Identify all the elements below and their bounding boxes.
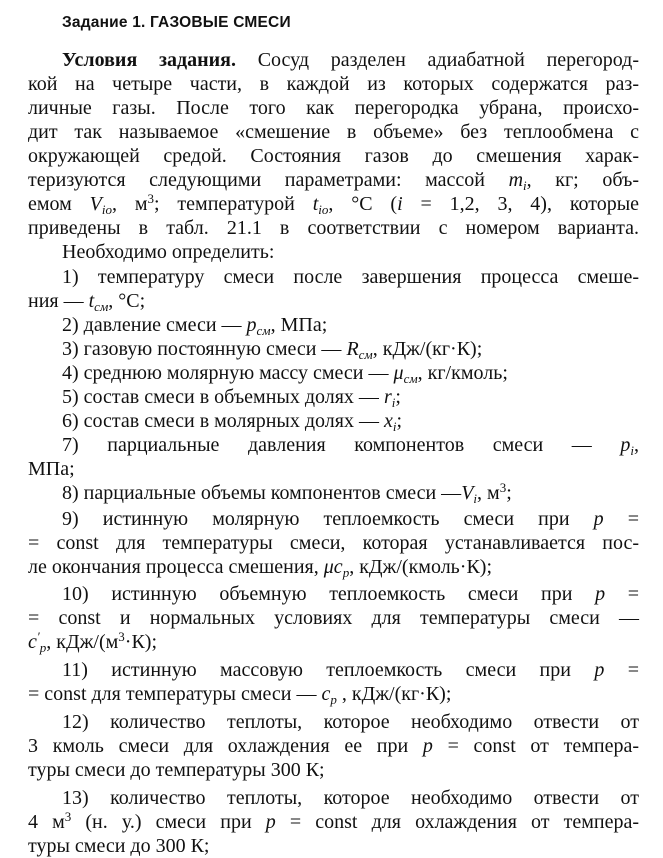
list-item: туры смеси до 300 К; <box>28 835 210 857</box>
text-line: окружающей средой. Состояния газов до смешения харак- <box>28 145 639 167</box>
list-item: 11) истинную массовую теплоемкость смеси при p = <box>62 659 639 681</box>
text-line: личные газы. После того как перегородка убрана, происхо- <box>28 97 639 119</box>
list-item: 7) парциальные давления компонентов смеси — $p_i$, <box>62 434 639 458</box>
list-item: = const и нормальных условиях для температуры смеси — <box>28 607 639 629</box>
symbol-p-sm: $p_{см}$ <box>246 314 271 338</box>
text-line: приведены в табл. 21.1 в соответствии с номером варианта. <box>28 217 639 239</box>
symbol-c-p-prime: $c'_p$ <box>28 628 47 655</box>
list-item: = const для температуры смеси, которая устанавливается пос- <box>28 532 639 554</box>
symbol-p-i: $p_i$ <box>620 434 634 458</box>
symbol-mu-sm: $\mu_{см}$ <box>393 362 418 386</box>
list-item: $c'_p$, кДж/$(м^3\cdot К)$; <box>28 628 158 655</box>
list-item: 3 кмоль смеси для охлаждения ее при p = const от темпера- <box>28 735 639 757</box>
list-item: 4 $м^3$ (н. у.) смеси при p = const для охлаждения от темпера- <box>28 808 639 833</box>
list-item: 5) состав смеси в объемных долях — $r_i$; <box>62 386 401 410</box>
list-item: 9) истинную молярную теплоемкость смеси при p = <box>62 508 639 530</box>
list-item: туры смеси до температуры 300 К; <box>28 759 325 781</box>
list-item: 1) температуру смеси после завершения процесса смеше- <box>62 266 639 288</box>
list-item: = const для температуры смеси — $c_p$ , кДж/(кг·К); <box>28 683 452 707</box>
text-line: теризуются следующими параметрами: массой $m_i$, кг; объ- <box>28 169 639 193</box>
list-item: ния — $t_{см}$, °С; <box>28 290 146 314</box>
text-line: Необходимо определить: <box>62 241 275 263</box>
list-item: 10) истинную объемную теплоемкость смеси при p = <box>62 583 640 605</box>
list-item: 2) давление смеси — $p_{см}$, МПа; <box>62 314 328 338</box>
symbol-v-i: $V_i$ <box>461 482 478 506</box>
list-item: 12) количество теплоты, которое необходимо отвести от <box>62 711 639 733</box>
text-line: кой на четыре части, в каждой из которых содержатся раз- <box>28 73 639 95</box>
symbol-t: $t_{io}$ <box>312 193 329 217</box>
symbol-m: $m_i$ <box>508 169 527 193</box>
conditions-label: Условия задания. <box>62 49 236 71</box>
text-line: дит так называемое «смешение в объеме» без теплообмена с <box>28 121 639 143</box>
task-heading: Задание 1. ГАЗОВЫЕ СМЕСИ <box>62 14 291 31</box>
symbol-v: $V_{io}$ <box>89 193 113 217</box>
symbol-c-p: $c_p$ <box>321 683 337 707</box>
text-line: Условия задания. Сосуд разделен адиабатной перегород- <box>62 49 639 71</box>
symbol-t-sm: $t_{см}$ <box>88 290 109 314</box>
symbol-x-i: $x_i$ <box>383 410 397 434</box>
list-item: ле окончания процесса смешения, $\mu c_p$, кДж/(кмоль·К); <box>28 556 493 580</box>
list-item: 6) состав смеси в молярных долях — $x_i$; <box>62 410 403 434</box>
symbol-muc-p: $\mu c_p$ <box>323 556 350 580</box>
list-item: 13) количество теплоты, которое необходимо отвести от <box>62 787 639 809</box>
list-item: 8) парциальные объемы компонентов смеси $—V_i$, $м^3$; <box>62 479 512 506</box>
list-item: 4) среднюю молярную массу смеси — $\mu_{см}$, кг/кмоль; <box>62 362 508 386</box>
symbol-r-i: $r_i$ <box>383 386 396 410</box>
symbol-r-sm: $R_{см}$ <box>346 338 373 362</box>
text-line: емом $V_{io}$, $м^3$; температурой $t_{io}$, °С (i = 1,2, 3, 4), которые <box>28 190 640 217</box>
list-item: 3) газовую постоянную смеси — $R_{см}$, кДж/(кг·К); <box>62 338 483 362</box>
list-item: МПа; <box>28 458 75 480</box>
